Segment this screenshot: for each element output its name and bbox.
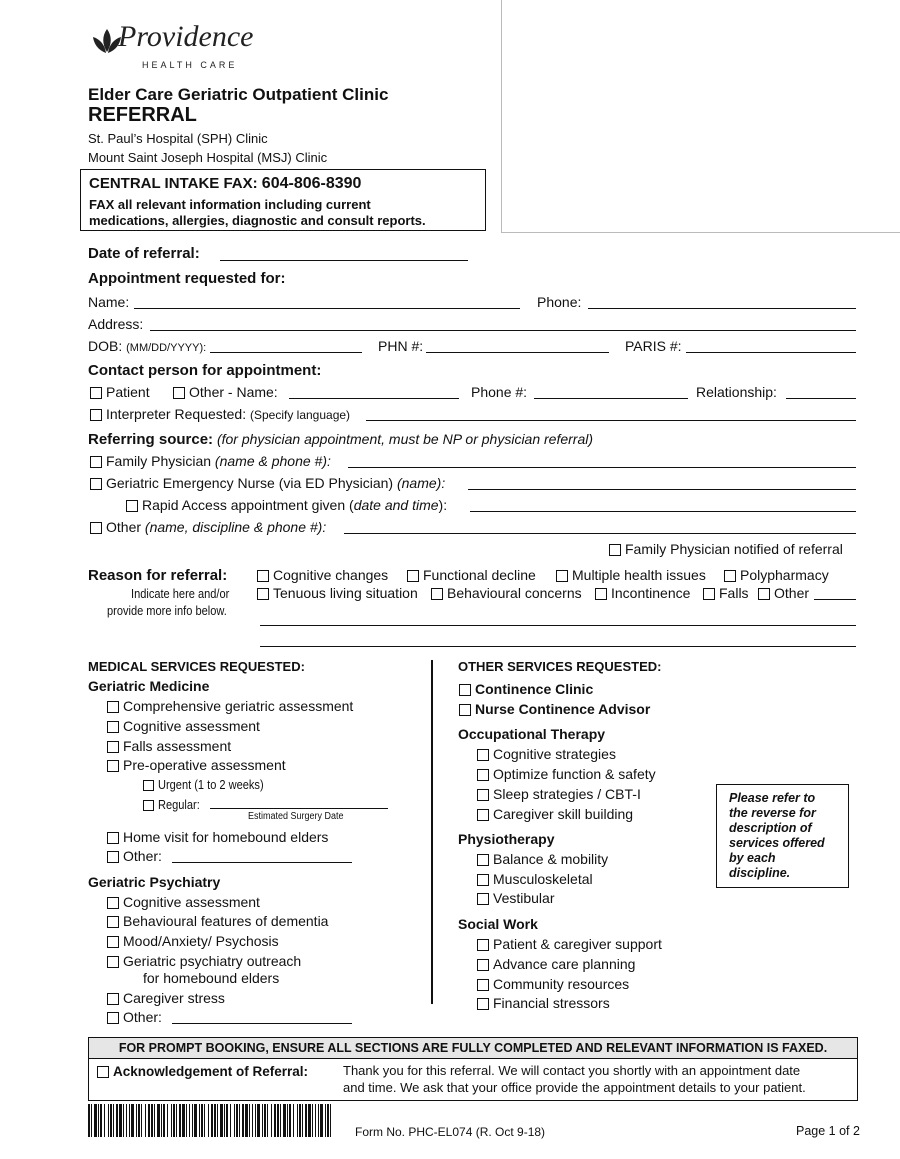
phn-field[interactable] xyxy=(426,352,609,353)
other-source-note: (name, discipline & phone #): xyxy=(144,519,327,535)
acknowledgement-checkbox[interactable] xyxy=(97,1066,109,1078)
note-line-5: by each xyxy=(729,851,776,865)
note-line-1: Please refer to xyxy=(729,791,816,805)
other-source-checkbox[interactable] xyxy=(90,522,102,534)
reason-functional[interactable] xyxy=(407,567,536,583)
address-label: Address: xyxy=(88,316,144,332)
physio-msk-checkbox[interactable] xyxy=(477,874,489,886)
other-contact-checkbox[interactable] xyxy=(173,387,185,399)
incontinence-label: Incontinence xyxy=(611,585,691,601)
med-other-field[interactable] xyxy=(172,862,352,863)
contact-phone-field[interactable] xyxy=(534,398,688,399)
clinic-name: Elder Care Geriatric Outpatient Clinic xyxy=(88,85,389,104)
reason-multiple[interactable] xyxy=(556,567,706,583)
acknowledgement-row[interactable] xyxy=(97,1064,308,1079)
psych-item-behavioural[interactable] xyxy=(107,913,328,929)
surgery-date-field[interactable] xyxy=(210,808,388,809)
ger-nurse-label: Geriatric Emergency Nurse (via ED Physician) xyxy=(106,475,394,491)
note-line-3: description of xyxy=(729,821,812,835)
other-contact-label: Other - Name: xyxy=(189,384,278,400)
psych-other-label: Other: xyxy=(123,1009,162,1025)
ot-caregiver-label: Caregiver skill building xyxy=(493,806,634,822)
continence-clinic-checkbox[interactable] xyxy=(459,684,471,696)
column-divider xyxy=(431,660,433,1004)
physio-balance-checkbox[interactable] xyxy=(477,854,489,866)
ot-optimize-checkbox[interactable] xyxy=(477,769,489,781)
reason-other-field[interactable] xyxy=(814,599,856,600)
ger-nurse-row[interactable] xyxy=(90,475,445,491)
comprehensive-checkbox[interactable] xyxy=(107,701,119,713)
contact-other[interactable] xyxy=(173,384,278,400)
psych-behavioural-checkbox[interactable] xyxy=(107,916,119,928)
reason-other[interactable] xyxy=(758,585,809,601)
providence-logo xyxy=(88,16,254,74)
patient-label: Patient xyxy=(106,384,150,400)
urgent-checkbox[interactable] xyxy=(143,780,154,791)
fax-box xyxy=(80,169,486,231)
reason-indicate-1: Indicate here and/or xyxy=(131,586,230,601)
site-sph: St. Paul’s Hospital (SPH) Clinic xyxy=(88,131,268,146)
urgent-row[interactable] xyxy=(143,776,282,792)
family-physician-field[interactable] xyxy=(348,467,856,468)
ot-optimize-label: Optimize function & safety xyxy=(493,766,656,782)
reason-incontinence[interactable] xyxy=(595,585,690,601)
family-physician-row[interactable] xyxy=(90,453,331,469)
acknowledgement-label: Acknowledgement of Referral: xyxy=(113,1064,309,1079)
psych-other-field[interactable] xyxy=(172,1023,352,1024)
reason-tenuous[interactable] xyxy=(257,585,418,601)
continence-clinic-label: Continence Clinic xyxy=(475,681,594,697)
polypharmacy-checkbox[interactable] xyxy=(724,570,736,582)
social-community-checkbox[interactable] xyxy=(477,979,489,991)
logo-wordmark: Providence xyxy=(118,20,254,53)
other-source-label: Other xyxy=(106,519,142,535)
comprehensive-label: Comprehensive geriatric assessment xyxy=(123,698,354,714)
physio-msk-label: Musculoskeletal xyxy=(493,871,593,887)
home-visit-label: Home visit for homebound elders xyxy=(123,829,329,845)
tenuous-label: Tenuous living situation xyxy=(273,585,418,601)
multiple-health-checkbox[interactable] xyxy=(556,570,568,582)
reason-info-line-2[interactable] xyxy=(260,646,856,647)
med-cognitive-checkbox[interactable] xyxy=(107,721,119,733)
appointment-heading: Appointment requested for: xyxy=(88,270,286,287)
contact-phone-label: Phone #: xyxy=(471,384,528,400)
med-item-home-visit[interactable] xyxy=(107,829,328,845)
social-item-support[interactable] xyxy=(477,936,662,952)
med-other-checkbox[interactable] xyxy=(107,851,119,863)
name-label: Name: xyxy=(88,294,130,310)
page-number: Page 1 of 2 xyxy=(796,1124,860,1138)
med-item-other[interactable] xyxy=(107,848,162,864)
note-line-4: services offered xyxy=(729,836,825,850)
rapid-access-label: Rapid Access appointment given ( xyxy=(142,497,354,513)
dob-text: DOB: xyxy=(88,338,123,354)
continence-clinic-row[interactable] xyxy=(459,681,593,697)
rapid-access-note: date and time xyxy=(353,497,439,513)
ot-caregiver-checkbox[interactable] xyxy=(477,809,489,821)
psych-cognitive-label: Cognitive assessment xyxy=(123,894,260,910)
label-area-bottom-border xyxy=(501,232,900,233)
social-financial-label: Financial stressors xyxy=(493,995,610,1011)
fax-number: 604-806-8390 xyxy=(261,175,362,192)
med-cognitive-label: Cognitive assessment xyxy=(123,718,260,734)
rapid-access-end: ): xyxy=(438,497,448,513)
physio-item-msk[interactable] xyxy=(477,871,593,887)
referring-source-heading xyxy=(88,431,593,448)
phone-label: Phone: xyxy=(537,294,582,310)
social-advance-label: Advance care planning xyxy=(493,956,636,972)
psych-cognitive-checkbox[interactable] xyxy=(107,897,119,909)
caregiver-stress-checkbox[interactable] xyxy=(107,993,119,1005)
falls-label: Falls xyxy=(719,585,749,601)
physio-vestibular-checkbox[interactable] xyxy=(477,893,489,905)
other-source-field[interactable] xyxy=(344,533,856,534)
reason-indicate-2: provide more info below. xyxy=(107,603,227,618)
nurse-continence-label: Nurse Continence Advisor xyxy=(475,701,651,717)
reason-polypharmacy[interactable] xyxy=(724,567,829,583)
physio-heading: Physiotherapy xyxy=(458,831,555,847)
psych-item-other[interactable] xyxy=(107,1009,162,1025)
regular-row[interactable] xyxy=(143,796,207,812)
family-physician-note: (name & phone #): xyxy=(214,453,331,469)
geriatric-medicine-heading: Geriatric Medicine xyxy=(88,678,210,694)
acknowledgement-box xyxy=(88,1037,858,1101)
psych-outreach-checkbox[interactable] xyxy=(107,956,119,968)
reason-falls[interactable] xyxy=(703,585,749,601)
label-area-left-border xyxy=(501,0,502,232)
physio-item-vestibular[interactable] xyxy=(477,890,554,906)
family-physician-label: Family Physician xyxy=(106,453,212,469)
fax-instruction-1: FAX all relevant information including current xyxy=(89,197,371,212)
falls-checkbox[interactable] xyxy=(703,588,715,600)
referring-source-note: (for physician appointment, must be NP or physician referral) xyxy=(216,431,594,447)
logo-subtitle: HEALTH CARE xyxy=(142,60,238,70)
med-item-comprehensive[interactable] xyxy=(107,698,353,714)
dob-label xyxy=(88,338,206,354)
form-number: Form No. PHC-EL074 (R. Oct 9-18) xyxy=(355,1125,546,1139)
preop-label: Pre-operative assessment xyxy=(123,757,286,773)
other-contact-name-field[interactable] xyxy=(289,398,459,399)
polypharmacy-label: Polypharmacy xyxy=(740,567,829,583)
reason-info-line-1[interactable] xyxy=(260,625,856,626)
preop-checkbox[interactable] xyxy=(107,760,119,772)
dob-format: (MM/DD/YYYY): xyxy=(126,342,207,354)
site-msj: Mount Saint Joseph Hospital (MSJ) Clinic xyxy=(88,150,328,165)
paris-label: PARIS #: xyxy=(625,338,682,354)
med-item-cognitive[interactable] xyxy=(107,718,260,734)
social-item-financial[interactable] xyxy=(477,995,610,1011)
fax-instruction-2: medications, allergies, diagnostic and consult reports. xyxy=(89,213,426,228)
psych-item-mood[interactable] xyxy=(107,933,279,949)
relationship-label: Relationship: xyxy=(696,384,777,400)
ot-cognitive-checkbox[interactable] xyxy=(477,749,489,761)
reason-other-label: Other xyxy=(774,585,810,601)
notified-checkbox[interactable] xyxy=(609,544,621,556)
notified-label: Family Physician notified of referral xyxy=(625,541,843,557)
ger-nurse-field[interactable] xyxy=(468,489,856,490)
reason-heading: Reason for referral: xyxy=(88,567,228,584)
regular-checkbox[interactable] xyxy=(143,800,154,811)
med-other-label: Other: xyxy=(123,848,162,864)
notified-row[interactable] xyxy=(609,541,843,557)
multiple-health-label: Multiple health issues xyxy=(572,567,706,583)
refer-reverse-note xyxy=(716,784,849,888)
psych-item-cognitive[interactable] xyxy=(107,894,260,910)
reason-behavioural[interactable] xyxy=(431,585,582,601)
contact-heading: Contact person for appointment: xyxy=(88,362,322,379)
behavioural-checkbox[interactable] xyxy=(431,588,443,600)
interpreter-language-field[interactable] xyxy=(366,420,856,421)
psych-mood-checkbox[interactable] xyxy=(107,936,119,948)
relationship-field[interactable] xyxy=(786,398,856,399)
nurse-continence-checkbox[interactable] xyxy=(459,704,471,716)
functional-decline-label: Functional decline xyxy=(423,567,536,583)
phone-field[interactable] xyxy=(588,308,856,309)
interpreter-label: Interpreter Requested: xyxy=(106,406,247,422)
physio-vestibular-label: Vestibular xyxy=(493,890,555,906)
nurse-continence-row[interactable] xyxy=(459,701,650,717)
urgent-label: Urgent (1 to 2 weeks) xyxy=(158,777,264,792)
psych-item-caregiver[interactable] xyxy=(107,990,225,1006)
cognitive-changes-label: Cognitive changes xyxy=(273,567,389,583)
social-support-label: Patient & caregiver support xyxy=(493,936,662,952)
social-support-checkbox[interactable] xyxy=(477,939,489,951)
family-physician-checkbox[interactable] xyxy=(90,456,102,468)
falls-assessment-label: Falls assessment xyxy=(123,738,232,754)
other-services-heading: OTHER SERVICES REQUESTED: xyxy=(458,659,662,674)
prompt-booking-banner: FOR PROMPT BOOKING, ENSURE ALL SECTIONS ARE FULLY COMPLETED AND RELEVANT INFORMATION IS FAXED. xyxy=(89,1038,857,1059)
social-financial-checkbox[interactable] xyxy=(477,998,489,1010)
contact-patient[interactable] xyxy=(90,384,150,400)
fax-label xyxy=(89,175,361,193)
phn-label: PHN #: xyxy=(378,338,424,354)
home-visit-checkbox[interactable] xyxy=(107,832,119,844)
rapid-access-checkbox[interactable] xyxy=(126,500,138,512)
med-item-falls[interactable] xyxy=(107,738,231,754)
ot-item-optimize[interactable] xyxy=(477,766,656,782)
interpreter-spec: (Specify language) xyxy=(249,408,351,422)
psych-behavioural-label: Behavioural features of dementia xyxy=(123,913,329,929)
form-title: REFERRAL xyxy=(88,104,197,126)
ot-item-sleep[interactable] xyxy=(477,786,641,802)
reason-cognitive[interactable] xyxy=(257,567,388,583)
date-of-referral-field[interactable] xyxy=(220,260,468,261)
social-item-advance[interactable] xyxy=(477,956,635,972)
rapid-access-row[interactable] xyxy=(126,497,447,513)
cognitive-changes-checkbox[interactable] xyxy=(257,570,269,582)
ger-nurse-note: (name): xyxy=(396,475,446,491)
name-field[interactable] xyxy=(134,308,520,309)
rapid-access-field[interactable] xyxy=(470,511,856,512)
psych-mood-label: Mood/Anxiety/ Psychosis xyxy=(123,933,279,949)
patient-checkbox[interactable] xyxy=(90,387,102,399)
falls-assessment-checkbox[interactable] xyxy=(107,741,119,753)
social-heading: Social Work xyxy=(458,916,538,932)
psych-other-checkbox[interactable] xyxy=(107,1012,119,1024)
social-item-community[interactable] xyxy=(477,976,629,992)
ot-item-cognitive[interactable] xyxy=(477,746,616,762)
interpreter-row[interactable] xyxy=(90,406,350,422)
physio-item-balance[interactable] xyxy=(477,851,608,867)
incontinence-checkbox[interactable] xyxy=(595,588,607,600)
functional-decline-checkbox[interactable] xyxy=(407,570,419,582)
fax-label-text: CENTRAL INTAKE FAX: xyxy=(89,175,258,192)
regular-label: Regular: xyxy=(158,797,200,812)
physio-balance-label: Balance & mobility xyxy=(493,851,609,867)
med-item-preop[interactable] xyxy=(107,757,286,773)
social-advance-checkbox[interactable] xyxy=(477,959,489,971)
behavioural-label: Behavioural concerns xyxy=(447,585,582,601)
note-line-2: the reverse for xyxy=(729,806,816,820)
ot-heading: Occupational Therapy xyxy=(458,726,606,742)
tenuous-checkbox[interactable] xyxy=(257,588,269,600)
interpreter-checkbox[interactable] xyxy=(90,409,102,421)
ot-item-caregiver[interactable] xyxy=(477,806,633,822)
other-source-row[interactable] xyxy=(90,519,326,535)
ger-nurse-checkbox[interactable] xyxy=(90,478,102,490)
ot-sleep-checkbox[interactable] xyxy=(477,789,489,801)
ot-cognitive-label: Cognitive strategies xyxy=(493,746,616,762)
psych-outreach-label: Geriatric psychiatry outreach xyxy=(123,953,302,969)
paris-field[interactable] xyxy=(686,352,856,353)
surgery-date-caption: Estimated Surgery Date xyxy=(248,811,344,822)
barcode xyxy=(88,1104,332,1137)
thanks-line-1: Thank you for this referral. We will contact you shortly with an appointment date xyxy=(343,1063,801,1078)
geriatric-psychiatry-heading: Geriatric Psychiatry xyxy=(88,874,221,890)
address-field[interactable] xyxy=(150,330,856,331)
dob-field[interactable] xyxy=(210,352,362,353)
caregiver-stress-label: Caregiver stress xyxy=(123,990,225,1006)
psych-item-outreach[interactable] xyxy=(107,953,301,969)
medical-heading: MEDICAL SERVICES REQUESTED: xyxy=(88,659,305,674)
thanks-line-2: and time. We ask that your office provide the appointment details to your patient. xyxy=(343,1080,806,1095)
reason-other-checkbox[interactable] xyxy=(758,588,770,600)
ot-sleep-label: Sleep strategies / CBT-I xyxy=(493,786,641,802)
psych-outreach-cont: for homebound elders xyxy=(143,970,280,986)
referring-source-title: Referring source: xyxy=(88,431,214,448)
note-line-6: discipline. xyxy=(729,866,791,880)
date-of-referral-label: Date of referral: xyxy=(88,245,200,262)
social-community-label: Community resources xyxy=(493,976,630,992)
